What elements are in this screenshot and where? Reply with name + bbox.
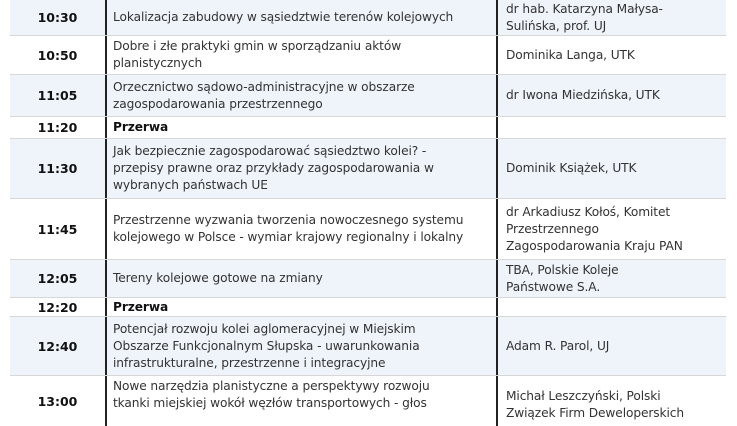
topic-cell: Dobre i złe praktyki gmin w sporządzaniu aktów planistycznych (105, 36, 498, 74)
agenda-row-break (10, 117, 726, 139)
time-cell: 11:30 (37, 161, 78, 176)
speaker-cell: Michał Leszczyński, Polski Związek Firm Deweloperskich (506, 389, 685, 420)
agenda-row-break (10, 298, 726, 317)
speaker-cell (498, 298, 726, 316)
agenda-row (10, 260, 726, 298)
time-cell: 12:20 (37, 299, 78, 315)
topic-cell: Przestrzenne wyzwania tworzenia nowoczesnego systemu kolejowego w Polsce - wymiar krajowy regionalny i lokalny (105, 199, 498, 259)
time-cell: 10:50 (37, 47, 78, 63)
agenda-row (10, 199, 726, 260)
topic-cell: Przerwa (105, 117, 498, 138)
topic-cell: Przerwa (105, 298, 498, 316)
speaker-cell: Dominik Książek, UTK (506, 161, 637, 175)
speaker-cell: dr hab. Katarzyna Małysa- Sulińska, prof. UJ (506, 1, 663, 33)
agenda-table (10, 0, 726, 426)
topic-cell: Orzecznictwo sądowo-administracyjne w obszarze zagospodarowania przestrzennego (105, 75, 498, 116)
speaker-cell: dr Iwona Miedzińska, UTK (506, 88, 660, 102)
topic-cell: Potencjał rozwoju kolei aglomeracyjnej w Miejskim Obszarze Funkcjonalnym Słupska - uwarunkowania infrastrukturalne, przestrzenne i integracyjne (105, 317, 498, 375)
topic-cell: Tereny kolejowe gotowe na zmiany (105, 260, 498, 297)
speaker-cell: Adam R. Parol, UJ (506, 338, 610, 353)
time-cell: 13:00 (37, 393, 78, 409)
agenda-row (10, 75, 726, 117)
time-cell: 11:20 (37, 120, 78, 135)
time-cell: 12:05 (37, 271, 78, 286)
topic-cell: Nowe narzędzia planistyczne a perspektywy rozwoju tkanki miejskiej wokół węzłów transportowych - głos (105, 376, 498, 426)
speaker-cell: TBA, Polskie Koleje Państwowe S.A. (506, 262, 619, 294)
time-cell: 11:05 (37, 88, 78, 103)
time-cell: 10:30 (37, 10, 78, 25)
agenda-row (10, 139, 726, 199)
agenda-row (10, 36, 726, 75)
time-cell: 11:45 (37, 221, 78, 237)
agenda-row (10, 376, 726, 426)
time-cell: 12:40 (37, 338, 78, 354)
agenda-row (10, 317, 726, 376)
speaker-cell (498, 117, 726, 138)
topic-cell: Lokalizacja zabudowy w sąsiedztwie terenów kolejowych (105, 0, 498, 35)
speaker-cell: dr Arkadiusz Kołoś, Komitet Przestrzennego Zagospodarowania Kraju PAN (506, 204, 683, 253)
speaker-cell: Dominika Langa, UTK (506, 47, 635, 62)
topic-cell: Jak bezpiecznie zagospodarować sąsiedztwo kolei? - przepisy prawne oraz przykłady zagospodarowania w wybranych państwach UE (105, 139, 498, 198)
agenda-row (10, 0, 726, 36)
